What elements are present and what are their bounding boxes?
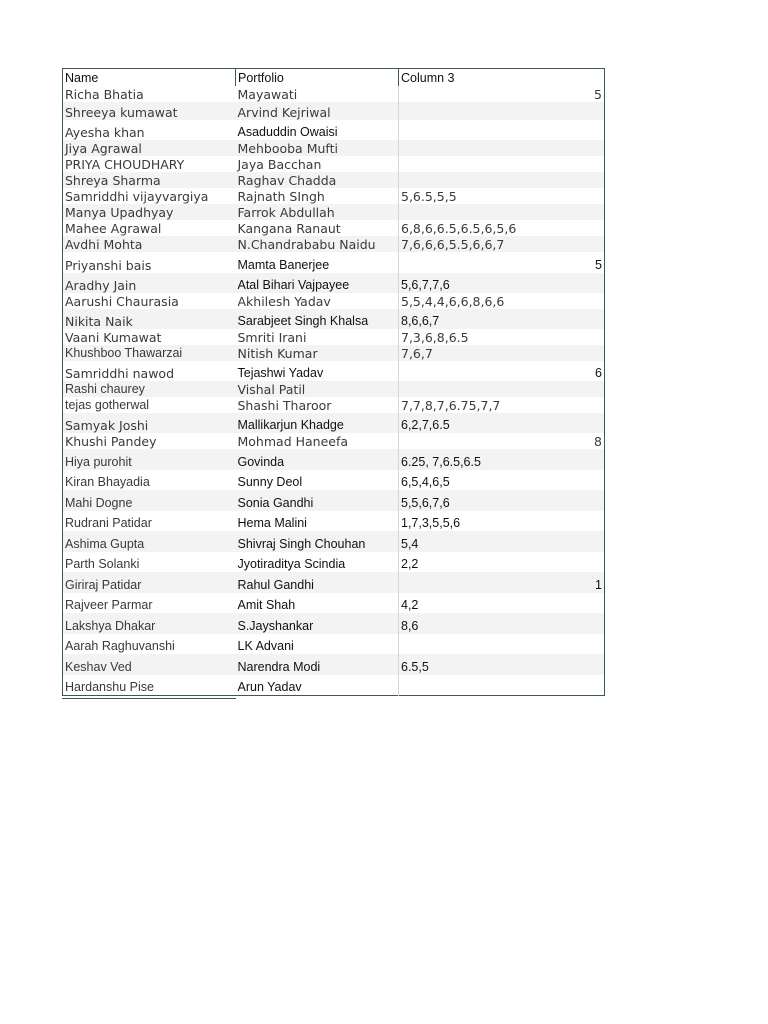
cell-portfolio[interactable]: Jyotiraditya Scindia bbox=[236, 552, 399, 572]
cell-portfolio[interactable]: Sarabjeet Singh Khalsa bbox=[236, 309, 399, 329]
cell-portfolio[interactable]: Amit Shah bbox=[236, 593, 399, 613]
cell-portfolio[interactable]: Tejashwi Yadav bbox=[236, 361, 399, 381]
cell-name[interactable]: tejas gotherwal bbox=[63, 397, 236, 413]
cell-column-3[interactable]: 7,7,8,7,6.75,7,7 bbox=[399, 397, 605, 413]
cell-portfolio[interactable]: N.Chandrababu Naidu bbox=[236, 236, 399, 252]
table-row bbox=[63, 675, 605, 695]
table-row bbox=[63, 613, 605, 634]
cell-name[interactable]: Samriddhi nawod bbox=[63, 361, 236, 381]
table-row bbox=[63, 552, 605, 572]
table-row bbox=[63, 381, 605, 397]
cell-portfolio[interactable]: Rajnath SIngh bbox=[236, 188, 399, 204]
cell-column-3[interactable]: 2,2 bbox=[399, 552, 605, 572]
cell-portfolio[interactable]: Mayawati bbox=[236, 86, 399, 102]
table-bottom-border bbox=[62, 698, 236, 699]
cell-column-3[interactable]: 5,6.5,5,5 bbox=[399, 188, 605, 204]
cell-column-3[interactable]: 7,6,6,6,5.5,6,6,7 bbox=[399, 236, 605, 252]
cell-name[interactable]: Hardanshu Pise bbox=[63, 675, 236, 695]
cell-column-3[interactable]: 6,5,4,6,5 bbox=[399, 470, 605, 490]
cell-column-3[interactable] bbox=[399, 172, 605, 188]
table-row bbox=[63, 204, 605, 220]
cell-name[interactable]: Mahee Agrawal bbox=[63, 220, 236, 236]
cell-portfolio[interactable]: Vishal Patil bbox=[236, 381, 399, 397]
cell-portfolio[interactable]: Rahul Gandhi bbox=[236, 572, 399, 593]
cell-column-3[interactable]: 1 bbox=[399, 572, 605, 593]
cell-column-3[interactable]: 6 bbox=[399, 361, 605, 381]
header-portfolio[interactable]: Portfolio bbox=[236, 69, 399, 87]
cell-name[interactable]: Rajveer Parmar bbox=[63, 593, 236, 613]
cell-portfolio[interactable]: Farrok Abdullah bbox=[236, 204, 399, 220]
cell-name[interactable]: Shreeya kumawat bbox=[63, 102, 236, 120]
table-row bbox=[63, 220, 605, 236]
table-row bbox=[63, 236, 605, 252]
cell-portfolio[interactable]: Raghav Chadda bbox=[236, 172, 399, 188]
cell-name[interactable]: Aarushi Chaurasia bbox=[63, 293, 236, 309]
cell-column-3[interactable] bbox=[399, 634, 605, 654]
cell-name[interactable]: Samyak Joshi bbox=[63, 413, 236, 433]
cell-name[interactable]: Mahi Dogne bbox=[63, 490, 236, 511]
cell-column-3[interactable]: 7,6,7 bbox=[399, 345, 605, 361]
cell-portfolio[interactable]: Narendra Modi bbox=[236, 654, 399, 675]
cell-name[interactable]: Richa Bhatia bbox=[63, 86, 236, 102]
cell-column-3[interactable]: 5,5,4,4,6,6,8,6,6 bbox=[399, 293, 605, 309]
table-row bbox=[63, 86, 605, 102]
cell-column-3[interactable]: 6.25, 7,6.5,6.5 bbox=[399, 449, 605, 470]
table-row bbox=[63, 654, 605, 675]
cell-column-3[interactable] bbox=[399, 102, 605, 120]
cell-column-3[interactable]: 4,2 bbox=[399, 593, 605, 613]
cell-name[interactable]: Aarah Raghuvanshi bbox=[63, 634, 236, 654]
cell-name[interactable]: Ashima Gupta bbox=[63, 531, 236, 552]
cell-column-3[interactable]: 6,8,6,6.5,6.5,6,5,6 bbox=[399, 220, 605, 236]
cell-column-3[interactable] bbox=[399, 675, 605, 695]
cell-column-3[interactable]: 6.5,5 bbox=[399, 654, 605, 675]
cell-name[interactable]: Lakshya Dhakar bbox=[63, 613, 236, 634]
cell-column-3[interactable]: 5,6,7,7,6 bbox=[399, 273, 605, 293]
cell-column-3[interactable]: 5,5,6,7,6 bbox=[399, 490, 605, 511]
cell-portfolio[interactable]: Shivraj Singh Chouhan bbox=[236, 531, 399, 552]
table-row bbox=[63, 449, 605, 470]
cell-portfolio[interactable]: Arvind Kejriwal bbox=[236, 102, 399, 120]
table-row bbox=[63, 433, 605, 449]
cell-portfolio[interactable]: Kangana Ranaut bbox=[236, 220, 399, 236]
table-row bbox=[63, 188, 605, 204]
cell-name[interactable]: Keshav Ved bbox=[63, 654, 236, 675]
cell-column-3[interactable]: 6,2,7,6.5 bbox=[399, 413, 605, 433]
table-row bbox=[63, 531, 605, 552]
cell-portfolio[interactable]: Atal Bihari Vajpayee bbox=[236, 273, 399, 293]
table-row bbox=[63, 345, 605, 361]
table-row bbox=[63, 156, 605, 172]
table-row bbox=[63, 172, 605, 188]
cell-name[interactable]: PRIYA CHOUDHARY bbox=[63, 156, 236, 172]
cell-portfolio[interactable]: Akhilesh Yadav bbox=[236, 293, 399, 309]
table-row bbox=[63, 470, 605, 490]
table-row bbox=[63, 397, 605, 413]
cell-name[interactable]: Avdhi Mohta bbox=[63, 236, 236, 252]
table-row bbox=[63, 309, 605, 329]
table-row bbox=[63, 329, 605, 345]
cell-portfolio[interactable]: Smriti Irani bbox=[236, 329, 399, 345]
cell-name[interactable]: Aradhy Jain bbox=[63, 273, 236, 293]
cell-column-3[interactable] bbox=[399, 381, 605, 397]
cell-name[interactable]: Samriddhi vijayvargiya bbox=[63, 188, 236, 204]
cell-portfolio[interactable]: Govinda bbox=[236, 449, 399, 470]
table-body bbox=[63, 86, 605, 695]
cell-name[interactable]: Shreya Sharma bbox=[63, 172, 236, 188]
cell-column-3[interactable]: 8 bbox=[399, 433, 605, 449]
table-row bbox=[63, 140, 605, 156]
cell-name[interactable]: Kiran Bhayadia bbox=[63, 470, 236, 490]
table-row bbox=[63, 490, 605, 511]
table-row bbox=[63, 273, 605, 293]
cell-column-3[interactable]: 8,6,6,7 bbox=[399, 309, 605, 329]
header-row bbox=[63, 69, 605, 87]
cell-name[interactable]: Nikita Naik bbox=[63, 309, 236, 329]
header-column-3[interactable]: Column 3 bbox=[399, 69, 605, 87]
cell-name[interactable]: Jiya Agrawal bbox=[63, 140, 236, 156]
cell-name[interactable]: Rashi chaurey bbox=[63, 381, 236, 397]
cell-portfolio[interactable]: Mehbooba Mufti bbox=[236, 140, 399, 156]
cell-column-3[interactable]: 5 bbox=[399, 252, 605, 273]
table-row bbox=[63, 252, 605, 273]
cell-portfolio[interactable]: LK Advani bbox=[236, 634, 399, 654]
data-table bbox=[62, 68, 605, 696]
cell-column-3[interactable] bbox=[399, 120, 605, 140]
cell-name[interactable]: Parth Solanki bbox=[63, 552, 236, 572]
cell-name[interactable]: Rudrani Patidar bbox=[63, 511, 236, 531]
cell-name[interactable]: Ayesha khan bbox=[63, 120, 236, 140]
cell-name[interactable]: Priyanshi bais bbox=[63, 252, 236, 273]
cell-portfolio[interactable]: Mohmad Haneefa bbox=[236, 433, 399, 449]
cell-portfolio[interactable]: Nitish Kumar bbox=[236, 345, 399, 361]
table-row bbox=[63, 293, 605, 309]
cell-column-3[interactable]: 8,6 bbox=[399, 613, 605, 634]
table-row bbox=[63, 634, 605, 654]
cell-portfolio[interactable]: Jaya Bacchan bbox=[236, 156, 399, 172]
cell-column-3[interactable]: 5 bbox=[399, 86, 605, 102]
table-row bbox=[63, 102, 605, 120]
header-name[interactable]: Name bbox=[65, 71, 99, 85]
cell-portfolio[interactable]: Shashi Tharoor bbox=[236, 397, 399, 413]
table-row bbox=[63, 361, 605, 381]
cell-portfolio[interactable]: Asaduddin Owaisi bbox=[236, 120, 399, 140]
cell-name[interactable]: Giriraj Patidar bbox=[63, 572, 236, 593]
table-row bbox=[63, 572, 605, 593]
cell-column-3[interactable]: 1,7,3,5,5,6 bbox=[399, 511, 605, 531]
cell-portfolio[interactable]: S.Jayshankar bbox=[236, 613, 399, 634]
cell-column-3[interactable]: 7,3,6,8,6.5 bbox=[399, 329, 605, 345]
cell-name[interactable]: Vaani Kumawat bbox=[63, 329, 236, 345]
cell-portfolio[interactable]: Sonia Gandhi bbox=[236, 490, 399, 511]
cell-portfolio[interactable]: Arun Yadav bbox=[236, 675, 399, 695]
cell-portfolio[interactable]: Sunny Deol bbox=[236, 470, 399, 490]
table-row bbox=[63, 120, 605, 140]
cell-column-3[interactable] bbox=[399, 140, 605, 156]
cell-portfolio[interactable]: Mamta Banerjee bbox=[236, 252, 399, 273]
cell-portfolio[interactable]: Mallikarjun Khadge bbox=[236, 413, 399, 433]
cell-column-3[interactable]: 5,4 bbox=[399, 531, 605, 552]
cell-name[interactable]: Hiya purohit bbox=[63, 449, 236, 470]
table-row bbox=[63, 593, 605, 613]
cell-name[interactable]: Khushboo Thawarzai bbox=[63, 345, 236, 361]
cell-column-3[interactable] bbox=[399, 204, 605, 220]
cell-portfolio[interactable]: Hema Malini bbox=[236, 511, 399, 531]
cell-name[interactable]: Khushi Pandey bbox=[63, 433, 236, 449]
cell-column-3[interactable] bbox=[399, 156, 605, 172]
cell-name[interactable]: Manya Upadhyay bbox=[63, 204, 236, 220]
table-row bbox=[63, 413, 605, 433]
table-row bbox=[63, 511, 605, 531]
